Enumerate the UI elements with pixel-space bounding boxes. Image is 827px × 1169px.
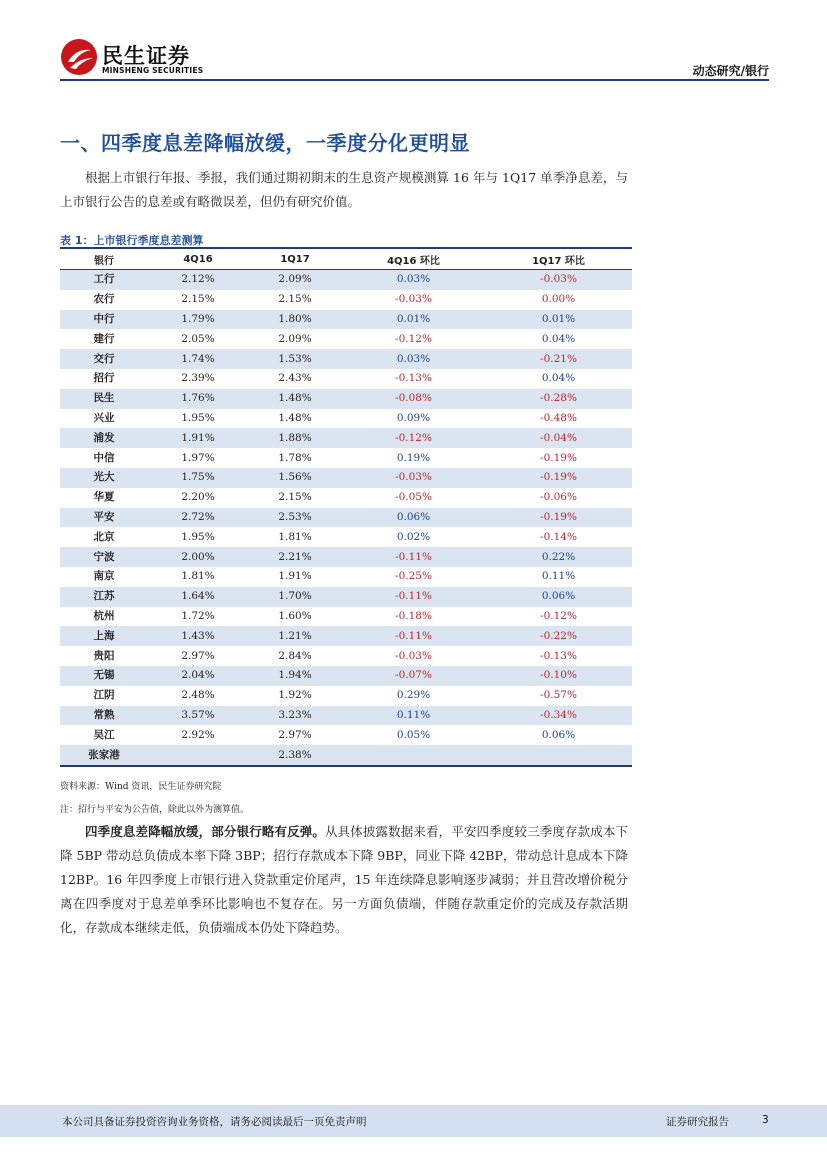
cell-1q17-change: -0.06% bbox=[540, 491, 577, 504]
cell-4q16-change: 0.03% bbox=[342, 349, 485, 369]
table-row bbox=[60, 329, 632, 349]
cell-bank: 华夏 bbox=[93, 491, 115, 504]
cell-4q16-change: -0.13% bbox=[395, 372, 432, 385]
cell-bank: 贵阳 bbox=[93, 649, 115, 662]
cell-4q16-change: 0.03% bbox=[342, 270, 485, 290]
cell-bank: 民生 bbox=[60, 389, 148, 409]
table-row bbox=[60, 646, 632, 666]
cell-4q16-change: -0.12% bbox=[342, 428, 485, 448]
cell-1q17: 2.97% bbox=[278, 728, 312, 741]
cell-4q16-change: -0.11% bbox=[342, 547, 485, 567]
table-row bbox=[60, 349, 632, 369]
cell-4q16: 2.48% bbox=[181, 689, 215, 702]
cell-4q16-change: 0.11% bbox=[342, 706, 485, 726]
cell-1q17: 2.84% bbox=[278, 649, 312, 662]
page-footer bbox=[0, 1105, 827, 1137]
cell-1q17-change: -0.21% bbox=[485, 349, 632, 369]
cell-1q17-change: 0.00% bbox=[541, 293, 576, 306]
cell-4q16-change: -0.03% bbox=[395, 293, 432, 306]
cell-4q16: 1.76% bbox=[148, 389, 248, 409]
cell-4q16-change: 0.05% bbox=[396, 728, 431, 741]
cell-4q16: 2.92% bbox=[181, 728, 215, 741]
page-header bbox=[0, 0, 827, 82]
cell-1q17: 1.78% bbox=[278, 451, 312, 464]
cell-4q16: 2.39% bbox=[181, 372, 215, 385]
col-header-1q17: 1Q17 bbox=[248, 248, 342, 270]
cell-4q16: 1.95% bbox=[181, 530, 215, 543]
cell-1q17: 1.60% bbox=[278, 609, 312, 622]
cell-bank: 吴江 bbox=[93, 728, 115, 741]
col-header-bank: 银行 bbox=[60, 248, 148, 270]
cell-4q16: 1.97% bbox=[181, 451, 215, 464]
cell-1q17-change: -0.57% bbox=[540, 689, 577, 702]
cell-1q17-change: -0.14% bbox=[540, 530, 577, 543]
cell-bank: 工行 bbox=[60, 270, 148, 290]
cell-1q17-change: 0.01% bbox=[485, 310, 632, 330]
cell-1q17: 1.94% bbox=[248, 666, 342, 686]
cell-4q16-change: 0.02% bbox=[396, 530, 431, 543]
cell-4q16-change: 0.29% bbox=[396, 689, 431, 702]
cell-1q17: 2.15% bbox=[278, 491, 312, 504]
cell-4q16-change: -0.07% bbox=[342, 666, 485, 686]
cell-bank: 农行 bbox=[93, 293, 115, 306]
cell-bank: 平安 bbox=[60, 508, 148, 528]
cell-1q17-change: -0.12% bbox=[540, 609, 577, 622]
analysis-paragraph bbox=[60, 820, 628, 940]
cell-1q17-change: 0.06% bbox=[541, 728, 576, 741]
cell-1q17: 1.53% bbox=[248, 349, 342, 369]
cell-bank: 浦发 bbox=[60, 428, 148, 448]
cell-4q16: 2.05% bbox=[181, 332, 215, 345]
table-row bbox=[60, 567, 632, 587]
table-row bbox=[60, 686, 632, 706]
section-title: 一、四季度息差降幅放缓，一季度分化更明显 bbox=[60, 131, 470, 155]
col-header-4q16: 4Q16 bbox=[148, 248, 248, 270]
cell-bank: 上海 bbox=[60, 626, 148, 646]
cell-1q17: 1.70% bbox=[248, 587, 342, 607]
table-row bbox=[60, 310, 632, 330]
cell-bank: 招行 bbox=[93, 372, 115, 385]
cell-1q17: 2.53% bbox=[248, 508, 342, 528]
cell-1q17: 2.38% bbox=[248, 745, 342, 766]
cell-bank: 兴业 bbox=[93, 411, 115, 424]
cell-4q16-change bbox=[342, 745, 485, 766]
cell-1q17-change: -0.03% bbox=[485, 270, 632, 290]
cell-1q17: 1.56% bbox=[248, 468, 342, 488]
cell-4q16-change: -0.12% bbox=[395, 332, 432, 345]
cell-4q16: 2.15% bbox=[181, 293, 215, 306]
cell-4q16-change: 0.09% bbox=[396, 411, 431, 424]
footer-report-type: 证券研究报告 bbox=[666, 1116, 729, 1128]
minsheng-logo-icon bbox=[60, 38, 98, 76]
cell-1q17-change: -0.34% bbox=[485, 706, 632, 726]
cell-4q16 bbox=[148, 745, 248, 766]
table-row bbox=[60, 369, 632, 389]
cell-bank: 江阴 bbox=[93, 689, 115, 702]
cell-4q16-change: -0.18% bbox=[395, 609, 432, 622]
cell-4q16: 1.43% bbox=[148, 626, 248, 646]
table-row bbox=[60, 706, 632, 726]
cell-1q17: 1.48% bbox=[248, 389, 342, 409]
cell-1q17-change: -0.19% bbox=[485, 508, 632, 528]
footer-disclaimer: 本公司具备证券投资咨询业务资格，请务必阅读最后一页免责声明 bbox=[62, 1116, 367, 1128]
margin-table bbox=[60, 247, 632, 767]
table-row bbox=[60, 666, 632, 686]
cell-1q17: 1.91% bbox=[278, 570, 312, 583]
cell-4q16-change: -0.08% bbox=[342, 389, 485, 409]
cell-4q16: 2.00% bbox=[148, 547, 248, 567]
cell-1q17-change: -0.22% bbox=[485, 626, 632, 646]
cell-1q17: 2.15% bbox=[278, 293, 312, 306]
cell-1q17-change: 0.04% bbox=[541, 372, 576, 385]
cell-4q16: 2.12% bbox=[148, 270, 248, 290]
table-header-row bbox=[60, 248, 632, 270]
cell-bank: 北京 bbox=[93, 530, 115, 543]
col-header-4q16-change: 4Q16 环比 bbox=[342, 248, 485, 270]
cell-1q17-change: 0.04% bbox=[541, 332, 576, 345]
cell-bank: 交行 bbox=[60, 349, 148, 369]
analysis-body: 从具体披露数据来看，平安四季度较三季度存款成本下降 5BP 带动总负债成本率下降 3BP；招行存款成本下降 9BP，同业下降 42BP，带动总计息成本下降 12BP。16 年四季度上市银行进入贷款重定价尾声，15 年连续降息影响逐步减弱；并且营改增价税分离在四季度对于息差单季环比影响也不复存在。另一方面负债端，伴随存款重定价的完成及存款活期化，存款成本继续走低，负债端成本仍处下降趋势。 bbox=[60, 824, 628, 935]
cell-4q16: 1.74% bbox=[148, 349, 248, 369]
cell-bank: 张家港 bbox=[60, 745, 148, 766]
cell-bank: 建行 bbox=[93, 332, 115, 345]
logo-chinese-name: 民生证券 bbox=[102, 44, 190, 68]
cell-bank: 中行 bbox=[60, 310, 148, 330]
cell-4q16: 1.64% bbox=[148, 587, 248, 607]
cell-1q17-change: 0.22% bbox=[485, 547, 632, 567]
cell-1q17: 1.21% bbox=[248, 626, 342, 646]
cell-1q17-change: -0.19% bbox=[540, 451, 577, 464]
cell-4q16-change: -0.11% bbox=[342, 587, 485, 607]
cell-4q16: 2.97% bbox=[181, 649, 215, 662]
cell-4q16: 1.75% bbox=[148, 468, 248, 488]
cell-1q17-change: -0.13% bbox=[540, 649, 577, 662]
cell-1q17: 1.81% bbox=[278, 530, 312, 543]
cell-1q17: 1.92% bbox=[278, 689, 312, 702]
table-row bbox=[60, 725, 632, 745]
table-row bbox=[60, 527, 632, 547]
cell-4q16: 2.20% bbox=[181, 491, 215, 504]
cell-4q16: 1.72% bbox=[181, 609, 215, 622]
table-body bbox=[60, 270, 632, 766]
table-source: 资料来源：Wind 资讯，民生证券研究院 bbox=[60, 782, 222, 792]
cell-1q17: 3.23% bbox=[248, 706, 342, 726]
cell-1q17: 2.21% bbox=[248, 547, 342, 567]
table-row bbox=[60, 448, 632, 468]
logo-english-name: MINSHENG SECURITIES bbox=[102, 66, 204, 75]
cell-bank: 宁波 bbox=[60, 547, 148, 567]
cell-4q16-change: 0.19% bbox=[396, 451, 431, 464]
cell-1q17-change: 0.11% bbox=[541, 570, 576, 583]
table-row bbox=[60, 607, 632, 627]
table-caption: 表 1：上市银行季度息差测算 bbox=[60, 234, 204, 247]
cell-1q17: 2.09% bbox=[278, 332, 312, 345]
cell-1q17-change: -0.04% bbox=[485, 428, 632, 448]
table-note: 注：招行与平安为公告值，除此以外为测算值。 bbox=[60, 805, 250, 815]
cell-4q16: 1.91% bbox=[148, 428, 248, 448]
cell-4q16: 2.72% bbox=[148, 508, 248, 528]
cell-bank: 无锡 bbox=[60, 666, 148, 686]
cell-4q16-change: -0.03% bbox=[395, 649, 432, 662]
cell-1q17-change: -0.28% bbox=[485, 389, 632, 409]
cell-4q16-change: -0.05% bbox=[395, 491, 432, 504]
intro-paragraph: 根据上市银行年报、季报，我们通过期初期末的生息资产规模测算 16 年与 1Q17 单季净息差，与上市银行公告的息差或有略微误差，但仍有研究价值。 bbox=[60, 170, 628, 209]
col-header-1q17-change: 1Q17 环比 bbox=[485, 248, 632, 270]
table-row bbox=[60, 745, 632, 766]
cell-1q17: 2.43% bbox=[278, 372, 312, 385]
cell-4q16-change: -0.11% bbox=[342, 626, 485, 646]
cell-4q16: 1.79% bbox=[148, 310, 248, 330]
cell-1q17-change bbox=[485, 745, 632, 766]
table-row bbox=[60, 270, 632, 290]
cell-bank: 常熟 bbox=[60, 706, 148, 726]
cell-1q17: 1.88% bbox=[248, 428, 342, 448]
table-row bbox=[60, 468, 632, 488]
cell-4q16: 3.57% bbox=[148, 706, 248, 726]
cell-1q17-change: 0.06% bbox=[485, 587, 632, 607]
cell-bank: 中信 bbox=[93, 451, 115, 464]
cell-4q16: 1.81% bbox=[181, 570, 215, 583]
cell-1q17-change: -0.10% bbox=[485, 666, 632, 686]
cell-4q16: 1.95% bbox=[181, 411, 215, 424]
cell-1q17-change: -0.48% bbox=[540, 411, 577, 424]
cell-1q17: 1.48% bbox=[278, 411, 312, 424]
table-row bbox=[60, 409, 632, 429]
cell-bank: 杭州 bbox=[93, 609, 115, 622]
table-row bbox=[60, 290, 632, 310]
cell-4q16-change: -0.03% bbox=[342, 468, 485, 488]
cell-bank: 光大 bbox=[60, 468, 148, 488]
report-category: 动态研究/银行 bbox=[692, 64, 769, 78]
cell-4q16-change: 0.06% bbox=[342, 508, 485, 528]
cell-1q17: 1.80% bbox=[248, 310, 342, 330]
analysis-lead: 四季度息差降幅放缓，部分银行略有反弹。 bbox=[85, 824, 325, 839]
table-row bbox=[60, 428, 632, 448]
page-number: 3 bbox=[762, 1114, 769, 1126]
cell-1q17: 2.09% bbox=[248, 270, 342, 290]
cell-bank: 江苏 bbox=[60, 587, 148, 607]
header-divider bbox=[60, 79, 769, 81]
table-row bbox=[60, 587, 632, 607]
company-logo bbox=[60, 38, 210, 78]
cell-bank: 南京 bbox=[93, 570, 115, 583]
cell-1q17-change: -0.19% bbox=[485, 468, 632, 488]
table-row bbox=[60, 626, 632, 646]
table-row bbox=[60, 488, 632, 508]
table-row bbox=[60, 508, 632, 528]
table-row bbox=[60, 389, 632, 409]
cell-4q16-change: -0.25% bbox=[395, 570, 432, 583]
table-row bbox=[60, 547, 632, 567]
cell-4q16-change: 0.01% bbox=[342, 310, 485, 330]
cell-4q16: 2.04% bbox=[148, 666, 248, 686]
